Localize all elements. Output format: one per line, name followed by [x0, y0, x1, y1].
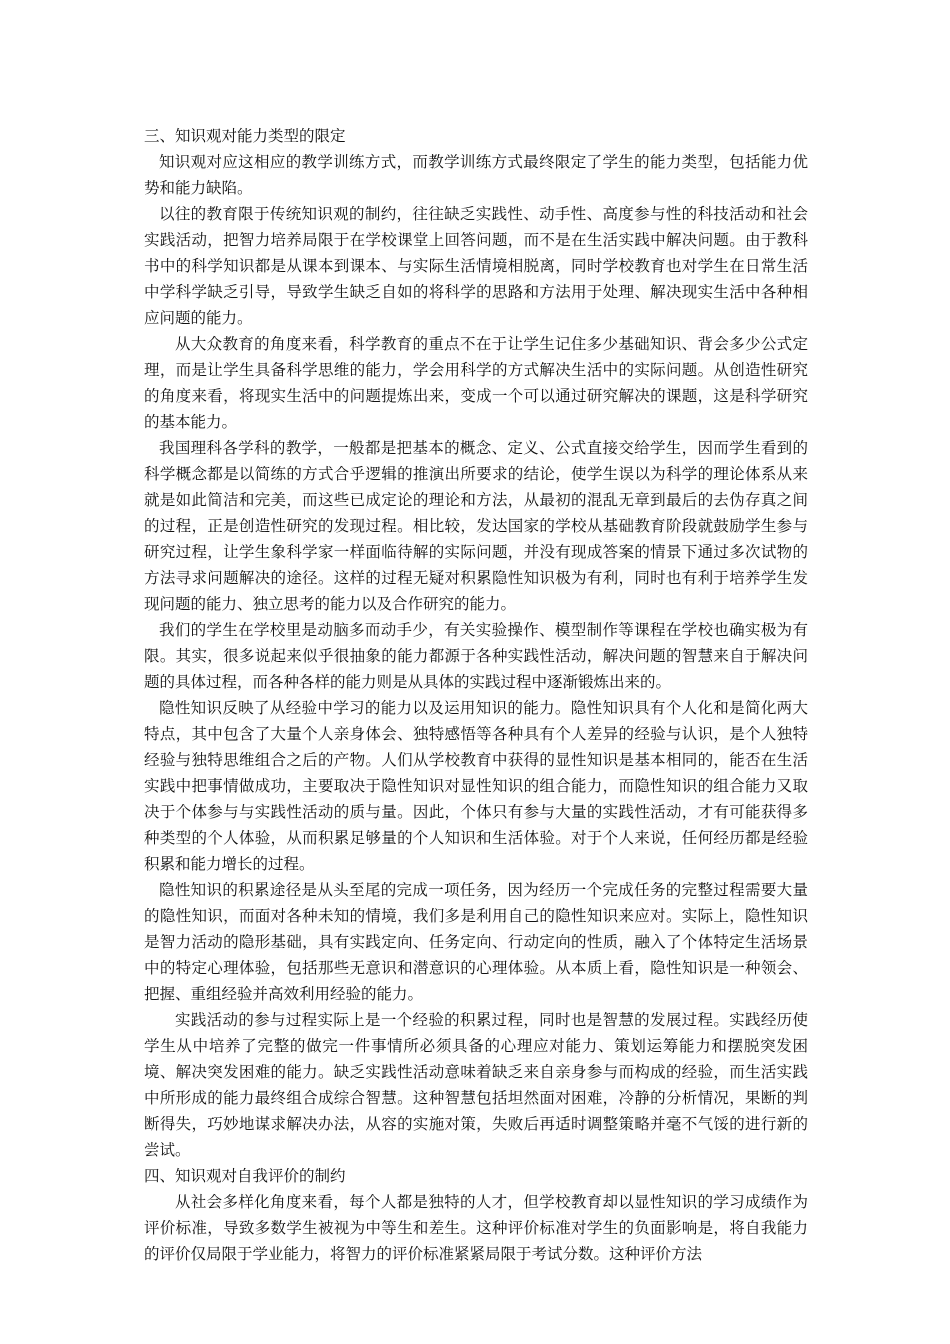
paragraph: 实践活动的参与过程实际上是一个经验的积累过程，同时也是智慧的发展过程。实践经历使学生从中培养了完整的做完一件事情所必须具备的心理应对能力、策划运筹能力和摆脱突发困境、解决突发困难的能力。缺乏实践性活动意味着缺乏来自亲身参与而构成的经验，而生活实践中所形成的能力最终组合成综合智慧。这种智慧包括坦然面对困难，冷静的分析情况，果断的判断得失，巧妙地谋求解决办法，从容的实施对策，失败后再适时调整策略并毫不气馁的进行新的尝试。	[144, 1011, 808, 1159]
paragraph: 我们的学生在学校里是动脑多而动手少，有关实验操作、模型制作等课程在学校也确实极为有限。其实，很多说起来似乎很抽象的能力都源于各种实践性活动，解决问题的智慧来自于解决问题的具体过程，而各种各样的能力则是从具体的实践过程中逐渐锻炼出来的。	[144, 621, 808, 691]
paragraph: 我国理科各学科的教学，一般都是把基本的概念、定义、公式直接交给学生，因而学生看到的科学概念都是以简练的方式合乎逻辑的推演出所要求的结论，使学生误以为科学的理论体系从来就是如此简洁和完美，而这些已成定论的理论和方法，从最初的混乱无章到最后的去伪存真之间的过程，正是创造性研究的发现过程。相比较，发达国家的学校从基础教育阶段就鼓励学生参与研究过程，让学生象科学家一样面临待解的实际问题，并没有现成答案的情景下通过多次试物的方法寻求问题解决的途径。这样的过程无疑对积累隐性知识极为有利，同时也有利于培养学生发现问题的能力、独立思考的能力以及合作研究的能力。	[144, 439, 808, 613]
section-3-title: 三、知识观对能力类型的限定	[144, 127, 346, 145]
paragraph: 从大众教育的角度来看，科学教育的重点不在于让学生记住多少基础知识、背会多少公式定理，而是让学生具备科学思维的能力，学会用科学的方式解决生活中的实际问题。从创造性研究的角度来看，将现实生活中的问题提炼出来，变成一个可以通过研究解决的课题，这是科学研究的基本能力。	[144, 335, 808, 431]
paragraph: 从社会多样化角度来看，每个人都是独特的人才，但学校教育却以显性知识的学习成绩作为评价标准，导致多数学生被视为中等生和差生。这种评价标准对学生的负面影响是，将自我能力的评价仅局限于学业能力，将智力的评价标准紧紧局限于考试分数。这种评价方法	[144, 1193, 808, 1263]
document-page	[144, 123, 808, 1267]
paragraph: 隐性知识的积累途径是从头至尾的完成一项任务，因为经历一个完成任务的完整过程需要大量的隐性知识，而面对各种未知的情境，我们多是利用自己的隐性知识来应对。实际上，隐性知识是智力活动的隐形基础，具有实践定向、任务定向、行动定向的性质，融入了个体特定生活场景中的特定心理体验，包括那些无意识和潜意识的心理体验。从本质上看，隐性知识是一种领会、把握、重组经验并高效利用经验的能力。	[144, 881, 808, 1003]
paragraph: 知识观对应这相应的教学训练方式，而教学训练方式最终限定了学生的能力类型，包括能力优势和能力缺陷。	[144, 153, 808, 197]
section-4-title: 四、知识观对自我评价的制约	[144, 1167, 346, 1185]
paragraph: 以往的教育限于传统知识观的制约，往往缺乏实践性、动手性、高度参与性的科技活动和社会实践活动，把智力培养局限于在学校课堂上回答问题，而不是在生活实践中解决问题。由于教科书中的科学知识都是从课本到课本、与实际生活情境相脱离，同时学校教育也对学生在日常生活中学科学缺乏引导，导致学生缺乏自如的将科学的思路和方法用于处理、解决现实生活中各种相应问题的能力。	[144, 205, 808, 327]
paragraph: 隐性知识反映了从经验中学习的能力以及运用知识的能力。隐性知识具有个人化和是简化两大特点，其中包含了大量个人亲身体会、独特感悟等各种具有个人差异的经验与认识，是个人独特经验与独特思维组合之后的产物。人们从学校教育中获得的显性知识是基本相同的，能否在生活实践中把事情做成功，主要取决于隐性知识对显性知识的组合能力，而隐性知识的组合能力又取决于个体参与与实践性活动的质与量。因此，个体只有参与大量的实践性活动，才有可能获得多种类型的个人体验，从而积累足够量的个人知识和生活体验。对于个人来说，任何经历都是经验积累和能力增长的过程。	[144, 699, 808, 873]
